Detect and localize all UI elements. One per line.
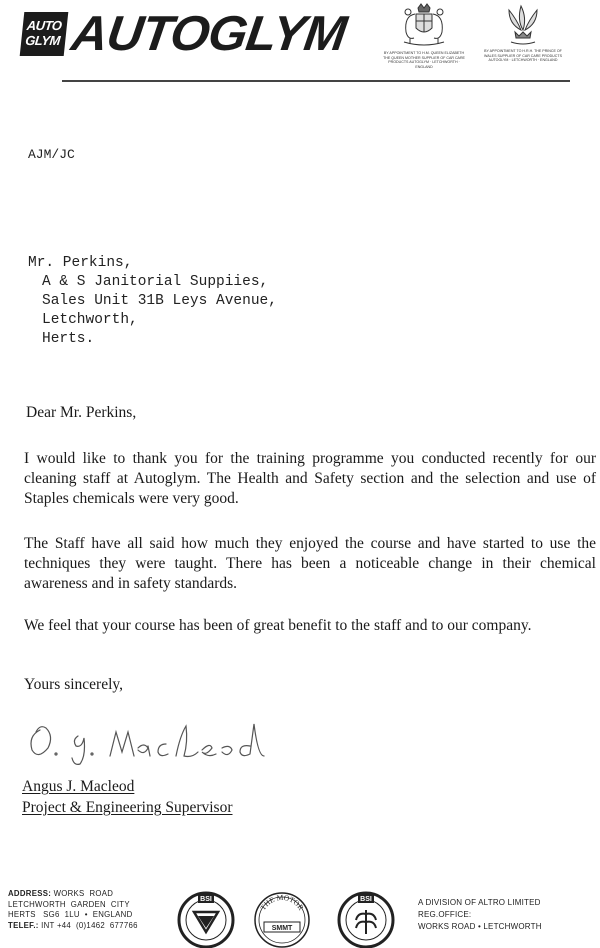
svg-text:THE MOTOR bbox=[258, 893, 305, 912]
royal-warrant-queen-mother bbox=[380, 2, 468, 69]
bsi-registered-badge bbox=[176, 890, 236, 948]
address-line-1: WORKS ROAD bbox=[53, 889, 114, 898]
warrant-text-1: BY APPOINTMENT TO H.M. QUEEN ELIZABETH THE QUEEN MOTHER SUPPLIER OF CAR CARE PRODUCTS AUTOGLYM · LETCHWORTH · ENGLAND bbox=[383, 51, 465, 69]
letterhead-divider bbox=[62, 80, 570, 82]
recipient-town: Letchworth, bbox=[42, 312, 138, 328]
company-division: A DIVISION OF ALTRO LIMITED bbox=[418, 898, 541, 907]
smmt-badge-arc-text: THE MOTOR bbox=[258, 892, 306, 912]
body-paragraph-2: The Staff have all said how much they enjoyed the course and have started to use the techniques they were taught. There has been a noticeable change in their chemical awareness and in safety standards. bbox=[24, 535, 596, 592]
logo-line-2: GLYM bbox=[24, 33, 61, 48]
salutation: Dear Mr. Perkins, bbox=[26, 404, 137, 421]
prince-of-wales-feathers-icon bbox=[503, 2, 543, 48]
recipient-street: Sales Unit 31B Leys Avenue, bbox=[42, 293, 277, 309]
signatory-block bbox=[22, 776, 233, 818]
telephone-label: TELEF.: bbox=[8, 920, 39, 930]
smmt-badge-label: SMMT bbox=[271, 925, 293, 932]
logo-line-1: AUTO bbox=[26, 18, 63, 33]
recipient-company: A & S Janitorial Suppiies, bbox=[42, 274, 269, 290]
recipient-address bbox=[28, 254, 277, 349]
recipient-name: Mr. Perkins, bbox=[28, 255, 133, 271]
company-registration bbox=[418, 897, 542, 933]
closing: Yours sincerely, bbox=[24, 676, 124, 693]
recipient-county: Herts. bbox=[42, 331, 95, 347]
address-label: ADDRESS: bbox=[8, 889, 52, 898]
bsi-badge-label: BSI bbox=[200, 896, 212, 903]
warrant-text-2: BY APPOINTMENT TO H.R.H. THE PRINCE OF WALES SUPPLIER OF CAR CARE PRODUCTS AUTOGLYM · LETCHWORTH · ENGLAND bbox=[484, 49, 562, 63]
address-line-2: LETCHWORTH GARDEN CITY bbox=[8, 899, 130, 909]
registered-office-label: REG.OFFICE: bbox=[418, 910, 472, 919]
body-paragraph-1: I would like to thank you for the training programme you conducted recently for our cleaning staff at Autoglym. The Health and Safety section and the selection and use of Staples chemicals were very good. bbox=[24, 450, 596, 507]
registered-office-address: WORKS ROAD • LETCHWORTH bbox=[418, 922, 542, 931]
address-line-3: HERTS SG6 1LU • ENGLAND bbox=[8, 910, 133, 919]
royal-warrant-prince-of-wales bbox=[482, 2, 564, 63]
signatory-title: Project & Engineering Supervisor bbox=[22, 799, 233, 816]
handwritten-signature bbox=[26, 716, 266, 768]
reference-code: AJM/JC bbox=[28, 147, 75, 162]
bsi-quality-label: BSI bbox=[360, 896, 372, 903]
body-paragraph-3: We feel that your course has been of great benefit to the staff and to our company. bbox=[24, 617, 532, 634]
royal-coat-of-arms-icon bbox=[396, 2, 452, 50]
signatory-name: Angus J. Macleod bbox=[22, 778, 135, 795]
autoglym-logo-mark bbox=[20, 12, 69, 56]
footer-address bbox=[8, 889, 138, 931]
smmt-member-badge bbox=[252, 890, 312, 948]
brand-wordmark: AUTOGLYM bbox=[68, 7, 349, 61]
bsi-quality-badge bbox=[336, 890, 396, 948]
telephone-number: INT +44 (0)1462 677766 bbox=[41, 920, 138, 930]
